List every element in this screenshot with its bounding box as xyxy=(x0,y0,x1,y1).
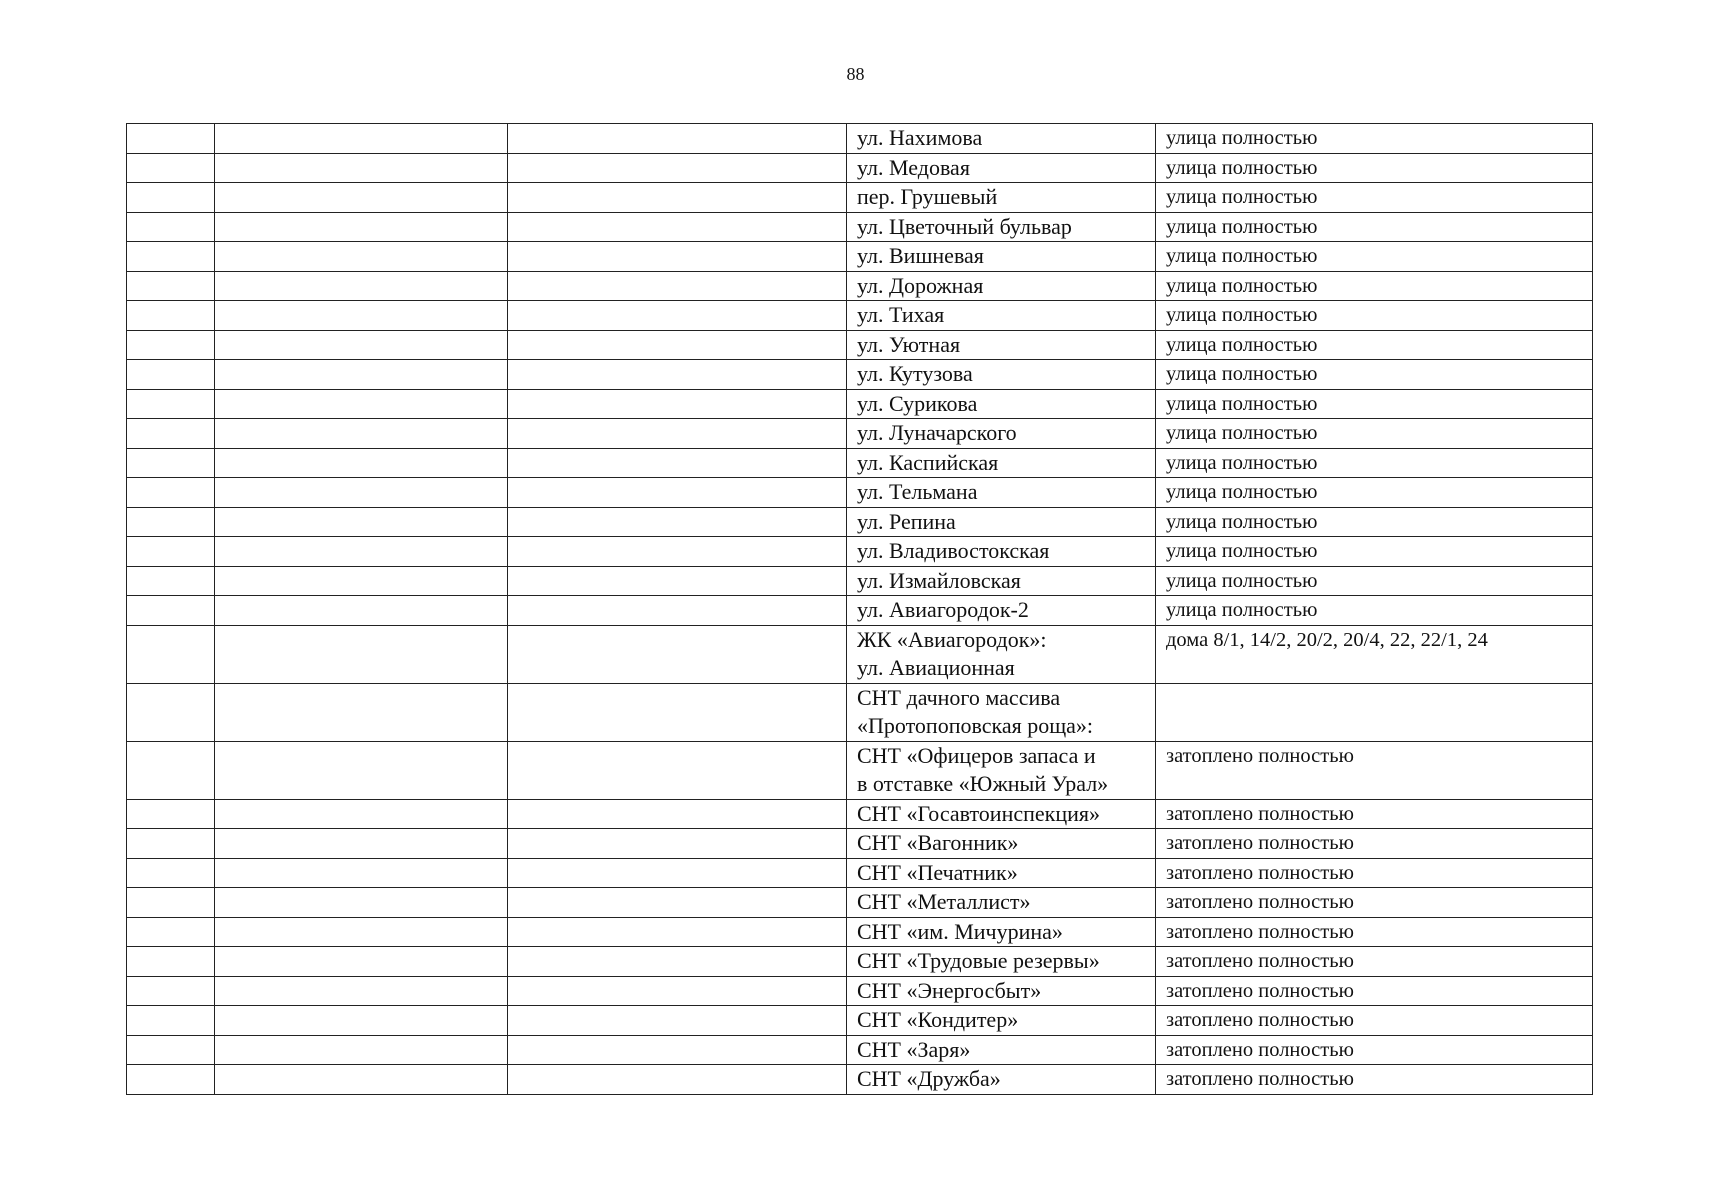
empty-cell xyxy=(127,242,215,272)
note-cell: затоплено полностью xyxy=(1156,1006,1593,1036)
street-cell: ул. Репина xyxy=(847,507,1156,537)
empty-cell xyxy=(508,741,847,799)
empty-cell xyxy=(215,1035,508,1065)
empty-cell xyxy=(215,566,508,596)
empty-cell xyxy=(508,858,847,888)
empty-cell xyxy=(215,1065,508,1095)
empty-cell xyxy=(215,301,508,331)
table-row xyxy=(127,124,1593,154)
street-cell: СНТ дачного массива «Протопоповская роща»: xyxy=(847,683,1156,741)
street-cell: СНТ «Металлист» xyxy=(847,888,1156,918)
note-cell: улица полностью xyxy=(1156,419,1593,449)
table-row xyxy=(127,976,1593,1006)
table-row xyxy=(127,1035,1593,1065)
empty-cell xyxy=(215,741,508,799)
empty-cell xyxy=(127,507,215,537)
street-cell: ул. Нахимова xyxy=(847,124,1156,154)
table-row xyxy=(127,242,1593,272)
empty-cell xyxy=(127,917,215,947)
street-cell: ул. Тихая xyxy=(847,301,1156,331)
empty-cell xyxy=(215,124,508,154)
table-row xyxy=(127,360,1593,390)
empty-cell xyxy=(215,271,508,301)
empty-cell xyxy=(508,212,847,242)
note-cell: улица полностью xyxy=(1156,242,1593,272)
empty-cell xyxy=(127,947,215,977)
empty-cell xyxy=(127,360,215,390)
street-cell: СНТ «Вагонник» xyxy=(847,829,1156,859)
empty-cell xyxy=(508,271,847,301)
table-row xyxy=(127,799,1593,829)
street-cell: ул. Каспийская xyxy=(847,448,1156,478)
street-cell: пер. Грушевый xyxy=(847,183,1156,213)
table-row xyxy=(127,625,1593,683)
empty-cell xyxy=(215,330,508,360)
table-row xyxy=(127,537,1593,567)
street-cell: ул. Луначарского xyxy=(847,419,1156,449)
empty-cell xyxy=(508,330,847,360)
street-cell: СНТ «Госавтоинспекция» xyxy=(847,799,1156,829)
empty-cell xyxy=(127,124,215,154)
empty-cell xyxy=(127,537,215,567)
empty-cell xyxy=(127,625,215,683)
empty-cell xyxy=(127,976,215,1006)
table-row xyxy=(127,917,1593,947)
empty-cell xyxy=(215,478,508,508)
note-cell: улица полностью xyxy=(1156,330,1593,360)
note-cell: затоплено полностью xyxy=(1156,888,1593,918)
note-cell: затоплено полностью xyxy=(1156,917,1593,947)
empty-cell xyxy=(508,917,847,947)
street-cell: СНТ «Печатник» xyxy=(847,858,1156,888)
empty-cell xyxy=(215,1006,508,1036)
street-cell: ул. Сурикова xyxy=(847,389,1156,419)
table-row xyxy=(127,741,1593,799)
empty-cell xyxy=(508,1006,847,1036)
table-row xyxy=(127,271,1593,301)
note-cell: улица полностью xyxy=(1156,389,1593,419)
street-cell: СНТ «Кондитер» xyxy=(847,1006,1156,1036)
empty-cell xyxy=(215,917,508,947)
empty-cell xyxy=(215,507,508,537)
street-cell: ул. Вишневая xyxy=(847,242,1156,272)
note-cell: улица полностью xyxy=(1156,301,1593,331)
table-row xyxy=(127,888,1593,918)
table-row xyxy=(127,301,1593,331)
street-cell: СНТ «Офицеров запаса и в отставке «Южный Урал» xyxy=(847,741,1156,799)
empty-cell xyxy=(215,947,508,977)
note-cell: улица полностью xyxy=(1156,448,1593,478)
empty-cell xyxy=(215,448,508,478)
note-cell: затоплено полностью xyxy=(1156,799,1593,829)
note-cell: затоплено полностью xyxy=(1156,1065,1593,1095)
street-cell: ул. Уютная xyxy=(847,330,1156,360)
empty-cell xyxy=(215,389,508,419)
table-row xyxy=(127,1006,1593,1036)
empty-cell xyxy=(508,360,847,390)
street-cell: ул. Авиагородок-2 xyxy=(847,596,1156,626)
empty-cell xyxy=(508,448,847,478)
table-row xyxy=(127,419,1593,449)
empty-cell xyxy=(215,799,508,829)
note-cell: улица полностью xyxy=(1156,271,1593,301)
table-row xyxy=(127,153,1593,183)
empty-cell xyxy=(127,153,215,183)
empty-cell xyxy=(508,683,847,741)
table-row xyxy=(127,507,1593,537)
street-cell: ул. Тельмана xyxy=(847,478,1156,508)
note-cell: затоплено полностью xyxy=(1156,976,1593,1006)
note-cell: улица полностью xyxy=(1156,478,1593,508)
empty-cell xyxy=(127,212,215,242)
empty-cell xyxy=(508,478,847,508)
settlement-table xyxy=(126,123,1593,1095)
empty-cell xyxy=(127,183,215,213)
empty-cell xyxy=(508,1035,847,1065)
empty-cell xyxy=(215,212,508,242)
note-cell xyxy=(1156,683,1593,741)
note-cell: улица полностью xyxy=(1156,507,1593,537)
empty-cell xyxy=(127,829,215,859)
empty-cell xyxy=(127,478,215,508)
empty-cell xyxy=(215,183,508,213)
note-cell: улица полностью xyxy=(1156,566,1593,596)
street-cell: ул. Измайловская xyxy=(847,566,1156,596)
empty-cell xyxy=(508,947,847,977)
empty-cell xyxy=(215,976,508,1006)
empty-cell xyxy=(127,596,215,626)
note-cell: затоплено полностью xyxy=(1156,829,1593,859)
page-number: 88 xyxy=(846,64,865,84)
empty-cell xyxy=(127,566,215,596)
empty-cell xyxy=(127,888,215,918)
empty-cell xyxy=(508,507,847,537)
street-cell: СНТ «Дружба» xyxy=(847,1065,1156,1095)
note-cell: затоплено полностью xyxy=(1156,1035,1593,1065)
empty-cell xyxy=(508,829,847,859)
table-body xyxy=(127,124,1593,1095)
empty-cell xyxy=(508,301,847,331)
empty-cell xyxy=(508,124,847,154)
empty-cell xyxy=(508,799,847,829)
empty-cell xyxy=(127,1065,215,1095)
empty-cell xyxy=(508,153,847,183)
street-cell: ул. Дорожная xyxy=(847,271,1156,301)
note-cell: затоплено полностью xyxy=(1156,858,1593,888)
table-row xyxy=(127,448,1593,478)
empty-cell xyxy=(127,741,215,799)
table-row xyxy=(127,829,1593,859)
note-cell: улица полностью xyxy=(1156,537,1593,567)
table-row xyxy=(127,330,1593,360)
empty-cell xyxy=(127,1035,215,1065)
empty-cell xyxy=(215,242,508,272)
empty-cell xyxy=(215,153,508,183)
empty-cell xyxy=(508,419,847,449)
empty-cell xyxy=(508,537,847,567)
note-cell: улица полностью xyxy=(1156,183,1593,213)
note-cell: улица полностью xyxy=(1156,124,1593,154)
street-cell: ул. Медовая xyxy=(847,153,1156,183)
empty-cell xyxy=(508,242,847,272)
table-row xyxy=(127,183,1593,213)
empty-cell xyxy=(215,858,508,888)
note-cell: затоплено полностью xyxy=(1156,741,1593,799)
street-cell: СНТ «Трудовые резервы» xyxy=(847,947,1156,977)
empty-cell xyxy=(508,596,847,626)
table-row xyxy=(127,212,1593,242)
table-row xyxy=(127,478,1593,508)
note-cell: улица полностью xyxy=(1156,360,1593,390)
table-row xyxy=(127,1065,1593,1095)
note-cell: улица полностью xyxy=(1156,153,1593,183)
empty-cell xyxy=(127,683,215,741)
table-row xyxy=(127,389,1593,419)
empty-cell xyxy=(215,419,508,449)
empty-cell xyxy=(215,888,508,918)
street-cell: СНТ «Заря» xyxy=(847,1035,1156,1065)
street-cell: ул. Владивостокская xyxy=(847,537,1156,567)
empty-cell xyxy=(215,360,508,390)
empty-cell xyxy=(215,537,508,567)
empty-cell xyxy=(215,596,508,626)
note-cell: улица полностью xyxy=(1156,596,1593,626)
empty-cell xyxy=(215,829,508,859)
table-row xyxy=(127,947,1593,977)
empty-cell xyxy=(127,419,215,449)
empty-cell xyxy=(127,448,215,478)
empty-cell xyxy=(127,330,215,360)
empty-cell xyxy=(127,1006,215,1036)
empty-cell xyxy=(127,858,215,888)
table-row xyxy=(127,858,1593,888)
empty-cell xyxy=(508,183,847,213)
empty-cell xyxy=(127,301,215,331)
street-cell: ул. Кутузова xyxy=(847,360,1156,390)
empty-cell xyxy=(127,271,215,301)
note-cell: улица полностью xyxy=(1156,212,1593,242)
note-cell: дома 8/1, 14/2, 20/2, 20/4, 22, 22/1, 24 xyxy=(1156,625,1593,683)
table-row xyxy=(127,683,1593,741)
table-row xyxy=(127,596,1593,626)
table-row xyxy=(127,566,1593,596)
empty-cell xyxy=(508,625,847,683)
empty-cell xyxy=(215,683,508,741)
empty-cell xyxy=(508,1065,847,1095)
empty-cell xyxy=(508,566,847,596)
street-cell: ул. Цветочный бульвар xyxy=(847,212,1156,242)
empty-cell xyxy=(508,389,847,419)
street-cell: ЖК «Авиагородок»: ул. Авиационная xyxy=(847,625,1156,683)
note-cell: затоплено полностью xyxy=(1156,947,1593,977)
street-cell: СНТ «Энергосбыт» xyxy=(847,976,1156,1006)
empty-cell xyxy=(127,799,215,829)
empty-cell xyxy=(215,625,508,683)
street-cell: СНТ «им. Мичурина» xyxy=(847,917,1156,947)
empty-cell xyxy=(508,888,847,918)
empty-cell xyxy=(127,389,215,419)
empty-cell xyxy=(508,976,847,1006)
